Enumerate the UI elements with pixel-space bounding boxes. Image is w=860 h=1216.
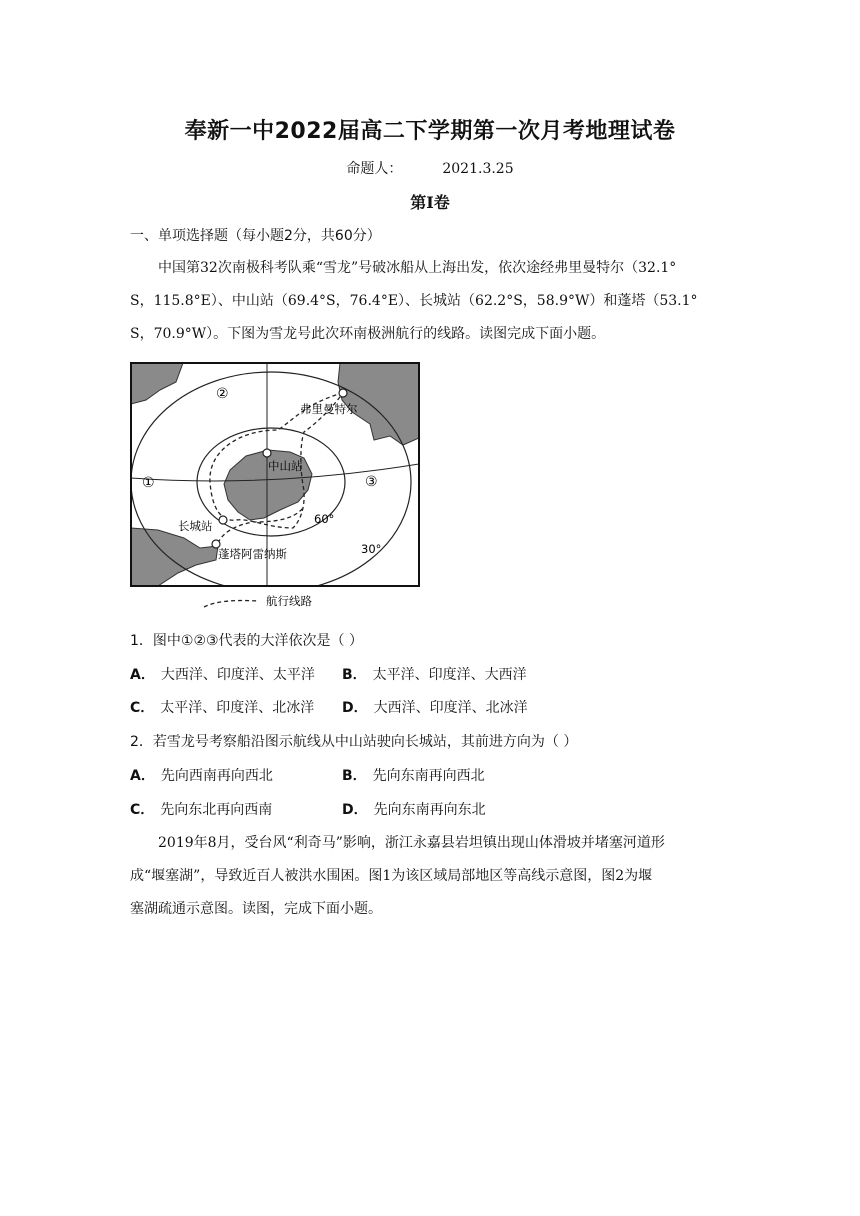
passage-1 xyxy=(130,252,730,351)
q1-option-d[interactable] xyxy=(342,697,528,717)
lat-60-label: 60° xyxy=(314,512,335,526)
option-letter: A． xyxy=(130,768,155,784)
passage-2 xyxy=(130,827,730,926)
option-letter: B． xyxy=(342,768,367,784)
legend-label: 航行线路 xyxy=(266,594,312,608)
passage-1-line: S，115.8°E）、中山站（69.4°S，76.4°E）、长城站（62.2°S，58.9°W）和蓬塔（53.1° xyxy=(130,293,698,309)
fremantle-label: 弗里曼特尔 xyxy=(300,402,358,416)
option-letter: D． xyxy=(342,802,368,818)
great-wall-label: 长城站 xyxy=(178,519,213,533)
great-wall-marker xyxy=(219,516,227,524)
punta-label: 蓬塔阿雷纳斯 xyxy=(218,547,287,561)
lat-30-label: 30° xyxy=(361,542,382,556)
option-text: 先向东南再向西北 xyxy=(372,768,485,784)
antarctic-route-map xyxy=(128,360,424,615)
option-letter: C． xyxy=(130,802,155,818)
africa-land xyxy=(131,363,183,404)
option-letter: C． xyxy=(130,700,155,716)
option-text: 大西洋、印度洋、太平洋 xyxy=(160,667,315,683)
passage-2-line: 2019年8月，受台风“利奇马”影响，浙江永嘉县岩坦镇出现山体滑坡并堵塞河道形 xyxy=(158,835,665,851)
option-text: 先向东南再向东北 xyxy=(373,802,486,818)
q1-option-b[interactable] xyxy=(342,664,527,684)
option-letter: B． xyxy=(342,667,367,683)
exam-date: 2021.3.25 xyxy=(442,161,514,177)
author-label: 命题人： xyxy=(346,161,403,177)
q2-option-d[interactable] xyxy=(342,799,486,819)
section-heading: 一、单项选择题（每小题2分，共60分） xyxy=(130,228,381,244)
ocean-1-label: ① xyxy=(142,475,155,491)
exam-meta xyxy=(0,158,860,178)
q1-option-a[interactable] xyxy=(130,664,315,684)
legend-route-line xyxy=(204,601,258,607)
option-text: 太平洋、印度洋、大西洋 xyxy=(372,667,527,683)
option-letter: A． xyxy=(130,667,155,683)
option-text: 先向东北再向西南 xyxy=(160,802,273,818)
passage-1-line: S，70.9°W）。下图为雪龙号此次环南极洲航行的线路。读图完成下面小题。 xyxy=(130,326,606,342)
volume-heading: 第Ⅰ卷 xyxy=(410,193,450,212)
question-1-stem: 1．图中①②③代表的大洋依次是（ ） xyxy=(130,633,364,649)
ocean-2-label: ② xyxy=(216,386,229,402)
q2-option-b[interactable] xyxy=(342,765,485,785)
ocean-3-label: ③ xyxy=(365,474,378,490)
option-text: 大西洋、印度洋、北冰洋 xyxy=(373,700,528,716)
zhongshan-label: 中山站 xyxy=(268,459,303,473)
passage-2-line: 塞湖疏通示意图。读图，完成下面小题。 xyxy=(130,901,382,917)
fremantle-marker xyxy=(339,389,347,397)
passage-1-line: 中国第32次南极科考队乘“雪龙”号破冰船从上海出发，依次途经弗里曼特尔（32.1° xyxy=(158,260,677,276)
q2-option-a[interactable] xyxy=(130,765,273,785)
zhongshan-marker xyxy=(263,449,271,457)
question-2-stem: 2．若雪龙号考察船沿图示航线从中山站驶向长城站，其前进方向为（ ） xyxy=(130,734,578,750)
option-letter: D． xyxy=(342,700,368,716)
south-america-land xyxy=(131,528,218,586)
passage-2-line: 成“堰塞湖”，导致近百人被洪水围困。图1为该区域局部地区等高线示意图，图2为堰 xyxy=(130,868,653,884)
q2-option-c[interactable] xyxy=(130,799,272,819)
q1-option-c[interactable] xyxy=(130,697,314,717)
option-text: 太平洋、印度洋、北冰洋 xyxy=(160,700,315,716)
page-title: 奉新一中2022届高二下学期第一次月考地理试卷 xyxy=(184,119,676,144)
option-text: 先向西南再向西北 xyxy=(160,768,273,784)
